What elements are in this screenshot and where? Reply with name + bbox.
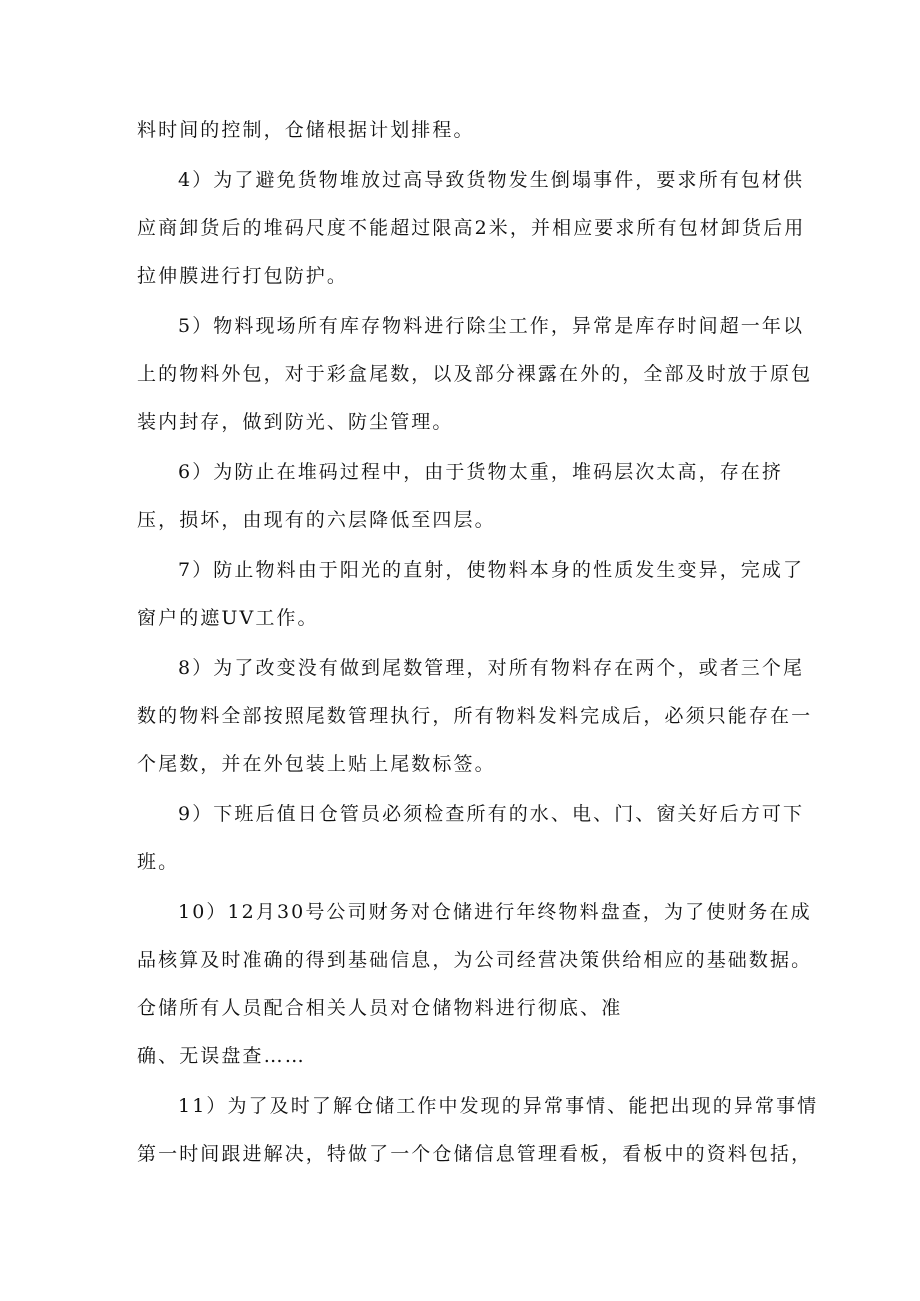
text-line: 第一时间跟进解决，特做了一个仓储信息管理看板，看板中的资料包括，: [137, 1143, 813, 1165]
text-line: 7）防止物料由于阳光的直射，使物料本身的性质发生变异，完成了: [178, 559, 805, 581]
text-line: 料时间的控制，仓储根据计划排程。: [137, 119, 475, 141]
text-line: 8）为了改变没有做到尾数管理，对所有物料存在两个，或者三个尾: [178, 657, 805, 679]
text-line: 5）物料现场所有库存物料进行除尘工作，异常是库存时间超一年以: [178, 315, 805, 337]
text-line: 6）为防止在堆码过程中，由于货物太重，堆码层次太高，存在挤: [178, 461, 783, 483]
text-line: 11）为了及时了解仓储工作中发现的异常事情、能把出现的异常事情: [178, 1095, 819, 1117]
text-line: 9）下班后值日仓管员必须检查所有的水、电、门、窗关好后方可下: [178, 803, 805, 825]
text-line: 10）12月30号公司财务对仓储进行年终物料盘查，为了使财务在成: [178, 901, 812, 923]
text-line: 班。: [137, 851, 180, 873]
text-line: 个尾数，并在外包装上贴上尾数标签。: [137, 753, 496, 775]
text-line: 应商卸货后的堆码尺度不能超过限高2米，并相应要求所有包材卸货后用: [137, 217, 806, 239]
text-line: 确、无误盘查……: [137, 1045, 306, 1067]
text-line: 拉伸膜进行打包防护。: [137, 265, 349, 287]
text-line: 压，损坏，由现有的六层降低至四层。: [137, 509, 496, 531]
text-line: 装内封存，做到防光、防尘管理。: [137, 411, 454, 433]
text-line: 上的物料外包，对于彩盒尾数，以及部分裸露在外的，全部及时放于原包: [137, 363, 813, 385]
text-line: 数的物料全部按照尾数管理执行，所有物料发料完成后，必须只能存在一: [137, 705, 813, 727]
text-line: 仓储所有人员配合相关人员对仓储物料进行彻底、准: [137, 997, 623, 1019]
text-line: 窗户的遮UV工作。: [137, 607, 319, 629]
text-line: 4）为了避免货物堆放过高导致货物发生倒塌事件，要求所有包材供: [178, 169, 805, 191]
text-line: 品核算及时准确的得到基础信息，为公司经营决策供给相应的基础数据。: [137, 949, 813, 971]
